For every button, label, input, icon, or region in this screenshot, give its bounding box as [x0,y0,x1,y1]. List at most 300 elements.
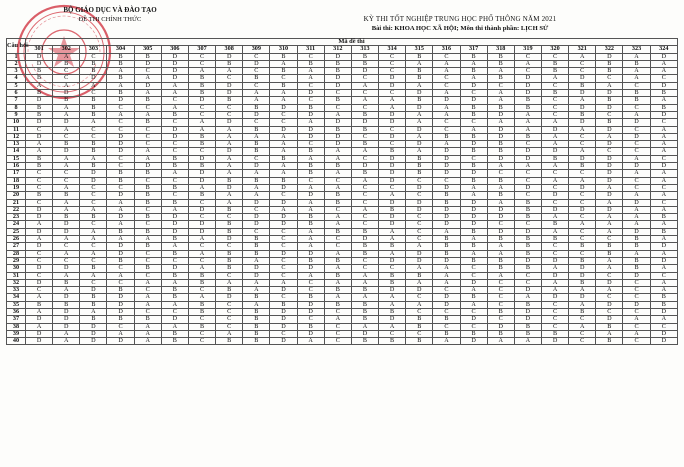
answer-cell: C [53,170,80,177]
answer-cell: A [270,206,297,213]
answer-cell: C [596,294,623,301]
question-number: 10 [7,119,26,126]
answer-cell: D [541,126,568,133]
answer-cell: A [541,75,568,82]
answer-cell: A [406,301,433,308]
answer-cell: A [216,170,243,177]
answer-cell: C [623,141,650,148]
exam-code-312: 312 [324,46,351,53]
question-number: 14 [7,148,26,155]
answer-cell: A [53,338,80,345]
answer-cell: C [324,104,351,111]
answer-cell: A [161,323,188,330]
answer-cell: C [569,338,596,345]
answer-cell: C [80,192,107,199]
answer-cell: A [596,287,623,294]
answer-cell: D [270,250,297,257]
answer-cell: D [514,184,541,191]
answer-cell: A [650,192,677,199]
answer-cell: D [650,82,677,89]
answer-cell: A [243,184,270,191]
answer-cell: A [650,250,677,257]
answer-cell: C [161,192,188,199]
answer-cell: C [188,316,215,323]
table-row [7,272,678,279]
answer-cell: B [216,287,243,294]
answer-cell: C [569,141,596,148]
answer-cell: B [406,68,433,75]
answer-cell: C [134,133,161,140]
answer-cell: A [541,214,568,221]
answer-cell: B [107,60,134,67]
answer-cell: A [460,301,487,308]
answer-cell: B [379,272,406,279]
table-row [7,53,678,60]
answer-cell: A [243,133,270,140]
answer-cell: B [134,119,161,126]
table-row [7,90,678,97]
answer-cell: A [107,68,134,75]
answer-cell: A [487,119,514,126]
table-row [7,338,678,345]
answer-cell: A [569,126,596,133]
answer-cell: C [650,119,677,126]
answer-cell: D [80,177,107,184]
answer-cell: A [134,90,161,97]
answer-cell: A [134,279,161,286]
answer-cell: A [134,236,161,243]
answer-cell: A [623,53,650,60]
answer-cell: A [650,287,677,294]
answer-cell: D [26,243,53,250]
answer-cell: D [188,177,215,184]
answer-cell: C [53,68,80,75]
answer-cell: B [188,75,215,82]
answer-cell: A [297,272,324,279]
answer-cell: B [270,155,297,162]
answer-cell: B [487,265,514,272]
answer-cell: D [243,60,270,67]
answer-cell: A [216,155,243,162]
answer-cell: C [351,90,378,97]
exam-code-310: 310 [270,46,297,53]
answer-cell: D [107,141,134,148]
answer-cell: B [379,148,406,155]
answer-cell: B [623,90,650,97]
answer-cell: B [107,287,134,294]
answer-cell: C [623,104,650,111]
answer-cell: D [650,243,677,250]
answer-cell: A [243,279,270,286]
answer-cell: A [243,287,270,294]
answer-cell: C [270,330,297,337]
answer-cell: D [26,330,53,337]
answer-cell: D [270,338,297,345]
answer-cell: D [188,228,215,235]
answer-cell: C [297,287,324,294]
answer-cell: B [351,141,378,148]
answer-cell: B [541,60,568,67]
question-number: 40 [7,338,26,345]
answer-cell: D [324,119,351,126]
answer-cell: C [379,60,406,67]
answer-cell: C [596,75,623,82]
answer-cell: B [216,265,243,272]
answer-cell: D [26,279,53,286]
answer-cell: A [324,184,351,191]
answer-cell: A [487,163,514,170]
answer-cell: C [243,119,270,126]
table-row [7,133,678,140]
answer-cell: B [460,148,487,155]
answer-cell: B [243,250,270,257]
answer-cell: A [243,257,270,264]
answer-cell: A [433,68,460,75]
answer-cell: B [324,228,351,235]
answer-cell: B [80,60,107,67]
answer-cell: B [107,257,134,264]
answer-cell: B [26,104,53,111]
answer-cell: A [650,265,677,272]
exam-code-324: 324 [650,46,677,53]
answer-cell: D [134,60,161,67]
answer-cell: A [324,214,351,221]
answer-cell: D [53,228,80,235]
answer-cell: D [161,228,188,235]
answer-cell: B [650,228,677,235]
issuer-block [40,6,180,24]
answer-cell: B [324,257,351,264]
answer-cell: D [406,126,433,133]
answer-cell: C [270,192,297,199]
answer-cell: C [188,148,215,155]
answer-cell: B [514,236,541,243]
answer-cell: D [623,133,650,140]
answer-cell: A [216,126,243,133]
answer-cell: B [161,163,188,170]
answer-cell: C [514,53,541,60]
answer-cell: D [433,148,460,155]
answer-cell: A [487,250,514,257]
answer-cell: D [270,316,297,323]
answer-cell: B [596,243,623,250]
answer-cell: D [270,287,297,294]
exam-code-304: 304 [107,46,134,53]
question-number: 36 [7,308,26,315]
answer-cell: B [351,228,378,235]
answer-cell: D [596,90,623,97]
answer-cell: A [406,265,433,272]
answer-cell: D [216,148,243,155]
answer-cell: B [188,272,215,279]
answer-cell: C [623,148,650,155]
answer-cell: A [26,141,53,148]
answer-cell: A [650,236,677,243]
answer-cell: B [487,141,514,148]
answer-cell: C [514,272,541,279]
answer-cell: C [270,272,297,279]
answer-cell: D [569,184,596,191]
answer-cell: D [351,68,378,75]
answer-cell: C [134,126,161,133]
answer-cell: A [596,133,623,140]
answer-cell: A [188,184,215,191]
answer-cell: D [487,111,514,118]
answer-cell: A [541,279,568,286]
answer-cell: C [297,82,324,89]
answer-cell: B [406,272,433,279]
answer-cell: D [270,323,297,330]
answer-cell: A [351,177,378,184]
answer-cell: C [80,90,107,97]
answer-cell: B [351,111,378,118]
answer-cell: B [433,133,460,140]
answer-cell: D [324,133,351,140]
table-row [7,301,678,308]
answer-cell: A [134,155,161,162]
answer-cell: B [650,90,677,97]
answer-cell: C [216,316,243,323]
answer-cell: D [216,82,243,89]
answer-cell: C [80,243,107,250]
answer-cell: C [623,287,650,294]
answer-cell: C [80,53,107,60]
answer-cell: D [107,192,134,199]
answer-cell: C [541,53,568,60]
table-row [7,126,678,133]
answer-cell: C [26,199,53,206]
question-number: 16 [7,163,26,170]
answer-cell: D [80,338,107,345]
answer-cell: D [324,75,351,82]
question-number: 23 [7,214,26,221]
answer-cell: A [406,243,433,250]
answer-cell: B [134,53,161,60]
answer-cell: B [26,192,53,199]
answer-cell: B [596,68,623,75]
answer-cell: C [406,308,433,315]
answer-cell: D [297,192,324,199]
answer-cell: C [107,119,134,126]
answer-cell: C [80,126,107,133]
answer-cell: B [351,316,378,323]
question-number: 9 [7,111,26,118]
answer-cell: B [460,68,487,75]
answer-cell: C [188,330,215,337]
answer-cell: B [351,287,378,294]
answer-cell: C [324,330,351,337]
answer-cell: A [26,236,53,243]
answer-cell: C [460,155,487,162]
answer-cell: D [460,170,487,177]
answer-cell: C [107,104,134,111]
exam-code-322: 322 [596,46,623,53]
answer-cell: D [541,294,568,301]
exam-code-318: 318 [487,46,514,53]
question-number: 31 [7,272,26,279]
answer-cell: A [569,323,596,330]
answer-cell: D [134,82,161,89]
question-number: 30 [7,265,26,272]
answer-cell: B [107,228,134,235]
answer-cell: D [53,308,80,315]
answer-cell: C [623,82,650,89]
answer-cell: A [379,228,406,235]
answer-cell: B [460,104,487,111]
answer-cell: C [216,104,243,111]
answer-cell: A [569,97,596,104]
answer-cell: A [188,294,215,301]
answer-cell: C [433,323,460,330]
answer-cell: C [351,221,378,228]
table-row [7,68,678,75]
answer-cell: B [324,272,351,279]
answer-cell: B [297,148,324,155]
answer-cell: A [460,250,487,257]
answer-cell: A [514,163,541,170]
answer-cell: D [433,97,460,104]
answer-cell: D [406,184,433,191]
answer-cell: B [623,60,650,67]
answer-cell: A [270,148,297,155]
question-number: 32 [7,279,26,286]
answer-cell: A [433,141,460,148]
answer-cell: D [379,316,406,323]
answer-cell: A [324,250,351,257]
answer-cell: A [216,163,243,170]
answer-cell: C [460,90,487,97]
answer-cell: D [26,316,53,323]
answer-cell: D [53,221,80,228]
answer-cell: D [460,214,487,221]
answer-cell: D [541,338,568,345]
answer-cell: D [379,257,406,264]
answer-cell: B [541,90,568,97]
answer-cell: C [297,141,324,148]
answer-cell: D [379,155,406,162]
answer-cell: B [188,192,215,199]
answer-cell: B [134,97,161,104]
answer-cell: B [297,294,324,301]
answer-cell: B [460,111,487,118]
answer-cell: B [216,221,243,228]
answer-cell: D [297,330,324,337]
answer-cell: A [596,184,623,191]
answer-cell: C [324,177,351,184]
answer-cell: D [514,90,541,97]
answer-cell: A [569,301,596,308]
answer-cell: C [297,97,324,104]
answer-cell: D [26,60,53,67]
answer-cell: B [487,148,514,155]
table-row [7,104,678,111]
answer-cell: B [569,257,596,264]
question-number: 28 [7,250,26,257]
answer-cell: C [53,133,80,140]
table-row [7,243,678,250]
answer-cell: D [161,75,188,82]
answer-cell: B [53,301,80,308]
answer-cell: C [324,90,351,97]
answer-cell: D [297,126,324,133]
answer-cell: A [270,60,297,67]
answer-cell: B [514,199,541,206]
answer-cell: D [188,155,215,162]
answer-cell: C [161,97,188,104]
answer-cell: B [406,97,433,104]
question-number: 20 [7,192,26,199]
answer-cell: A [569,177,596,184]
answer-cell: B [433,316,460,323]
exam-code-319: 319 [514,46,541,53]
answer-cell: C [134,141,161,148]
answer-cell: A [297,68,324,75]
answer-cell: D [433,301,460,308]
answer-cell: C [297,53,324,60]
answer-cell: A [433,111,460,118]
answer-cell: C [569,60,596,67]
table-row [7,214,678,221]
answer-cell: A [406,82,433,89]
answer-cell: D [379,221,406,228]
answer-cell: B [297,323,324,330]
answer-cell: D [80,330,107,337]
answer-cell: B [270,301,297,308]
answer-cell: B [351,170,378,177]
answer-cell: D [406,199,433,206]
question-number: 17 [7,170,26,177]
answer-cell: C [406,236,433,243]
answer-cell: C [433,119,460,126]
answer-cell: B [26,68,53,75]
answer-cell: A [623,214,650,221]
answer-cell: A [379,301,406,308]
answer-cell: D [161,316,188,323]
answer-cell: A [541,141,568,148]
answer-cell: C [243,206,270,213]
answer-cell: D [351,163,378,170]
answer-cell: C [134,250,161,257]
answer-cell: C [406,192,433,199]
answer-cell: B [324,60,351,67]
answer-cell: D [379,119,406,126]
answer-cell: B [487,177,514,184]
answer-cell: D [433,206,460,213]
answer-cell: A [406,148,433,155]
answer-cell: A [53,236,80,243]
answer-cell: B [514,301,541,308]
answer-cell: A [107,111,134,118]
answer-cell: B [297,221,324,228]
answer-cell: D [379,199,406,206]
answer-cell: B [650,294,677,301]
answer-cell: C [216,308,243,315]
answer-cell: C [379,330,406,337]
answer-cell: A [487,199,514,206]
answer-cell: C [134,272,161,279]
answer-cell: B [243,236,270,243]
answer-cell: B [569,82,596,89]
answer-cell: C [569,250,596,257]
answer-cell: A [53,206,80,213]
answer-cell: A [80,250,107,257]
answer-cell: C [188,257,215,264]
answer-cell: C [460,323,487,330]
answer-cell: B [188,163,215,170]
answer-cell: D [569,75,596,82]
answer-cell: A [650,177,677,184]
answer-cell: A [541,287,568,294]
